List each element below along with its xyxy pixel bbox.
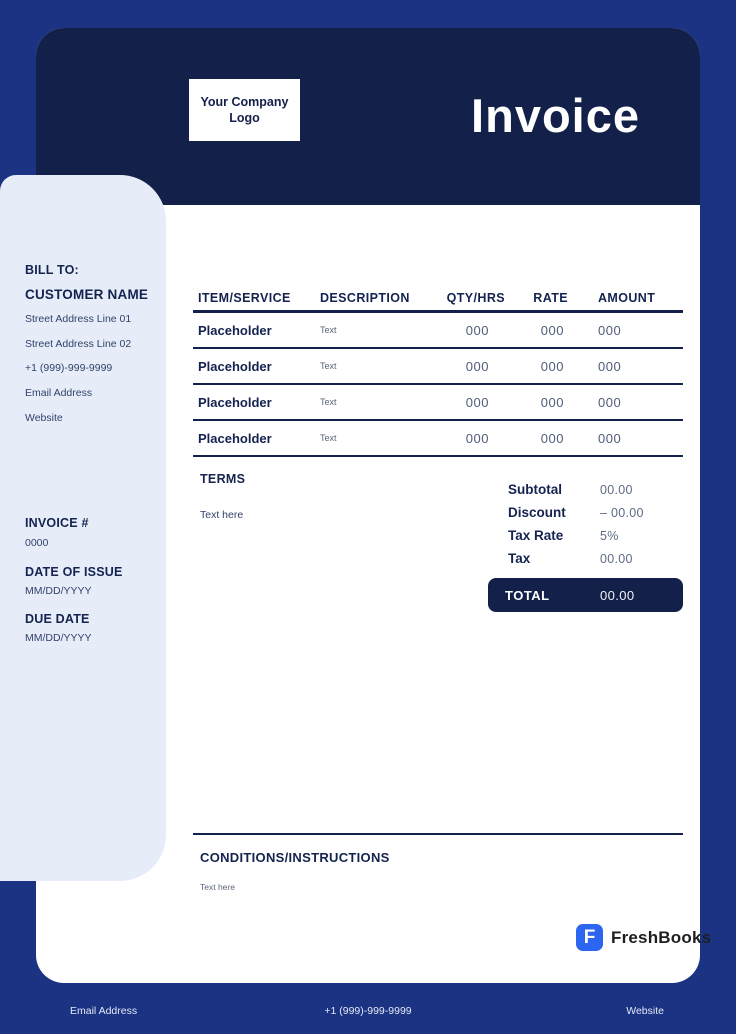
rate-cell: 000 bbox=[540, 358, 564, 374]
rate-cell: 000 bbox=[540, 394, 564, 410]
col-header-amount: AMOUNT bbox=[598, 291, 656, 305]
subtotal-label: Subtotal bbox=[508, 482, 562, 497]
company-logo-placeholder bbox=[189, 79, 300, 141]
tax-value: 00.00 bbox=[600, 551, 633, 566]
table-header-row bbox=[193, 286, 683, 313]
rate-cell: 000 bbox=[540, 430, 564, 446]
totals-block bbox=[508, 478, 686, 570]
amount-cell: 000 bbox=[598, 394, 622, 410]
company-logo-text: Your Company Logo bbox=[200, 94, 289, 125]
qty-cell: 000 bbox=[465, 394, 489, 410]
tax-row bbox=[508, 547, 686, 570]
due-date-value: MM/DD/YYYY bbox=[25, 632, 92, 644]
rate-cell: 000 bbox=[540, 322, 564, 338]
col-header-description: DESCRIPTION bbox=[320, 291, 410, 305]
total-value: 00.00 bbox=[600, 588, 635, 603]
date-of-issue-label: DATE OF ISSUE bbox=[25, 565, 123, 579]
freshbooks-icon: F bbox=[576, 924, 603, 951]
discount-row bbox=[508, 501, 686, 524]
footer-phone: +1 (999)-999-9999 bbox=[324, 1005, 412, 1017]
amount-cell: 000 bbox=[598, 430, 622, 446]
discount-value: – 00.00 bbox=[600, 505, 644, 520]
terms-text: Text here bbox=[200, 509, 244, 521]
table-row bbox=[193, 313, 683, 349]
invoice-number-value: 0000 bbox=[25, 537, 49, 549]
item-cell: Placeholder bbox=[198, 430, 272, 446]
conditions-divider bbox=[193, 833, 683, 835]
street-address-line-2: Street Address Line 02 bbox=[25, 338, 132, 350]
table-row bbox=[193, 385, 683, 421]
invoice-title: Invoice bbox=[471, 89, 640, 142]
col-header-qty-hrs: QTY/HRS bbox=[446, 291, 505, 305]
freshbooks-wordmark: FreshBooks bbox=[611, 927, 712, 947]
total-label: TOTAL bbox=[505, 588, 550, 603]
qty-cell: 000 bbox=[465, 430, 489, 446]
col-header-rate: RATE bbox=[533, 291, 568, 305]
discount-label: Discount bbox=[508, 505, 566, 520]
description-cell: Text bbox=[320, 433, 337, 443]
billing-sidebar bbox=[0, 175, 166, 881]
conditions-label: CONDITIONS/INSTRUCTIONS bbox=[200, 850, 390, 865]
date-of-issue-value: MM/DD/YYYY bbox=[25, 585, 92, 597]
freshbooks-logo bbox=[576, 924, 711, 951]
tax-rate-value: 5% bbox=[600, 528, 619, 543]
amount-cell: 000 bbox=[598, 322, 622, 338]
conditions-text: Text here bbox=[200, 882, 235, 892]
tax-rate-row bbox=[508, 524, 686, 547]
terms-label: TERMS bbox=[200, 472, 246, 486]
item-cell: Placeholder bbox=[198, 358, 272, 374]
table-row bbox=[193, 421, 683, 457]
street-address-line-1: Street Address Line 01 bbox=[25, 313, 132, 325]
item-cell: Placeholder bbox=[198, 322, 272, 338]
email-address: Email Address bbox=[25, 387, 93, 399]
amount-cell: 000 bbox=[598, 358, 622, 374]
total-bar bbox=[488, 578, 683, 612]
qty-cell: 000 bbox=[465, 322, 489, 338]
due-date-label: DUE DATE bbox=[25, 612, 90, 626]
footer-website: Website bbox=[626, 1005, 664, 1017]
qty-cell: 000 bbox=[465, 358, 489, 374]
subtotal-value: 00.00 bbox=[600, 482, 633, 497]
tax-rate-label: Tax Rate bbox=[508, 528, 564, 543]
website: Website bbox=[25, 412, 63, 424]
description-cell: Text bbox=[320, 361, 337, 371]
phone-number: +1 (999)-999-9999 bbox=[25, 362, 113, 374]
tax-label: Tax bbox=[508, 551, 531, 566]
invoice-number-label: INVOICE # bbox=[25, 516, 89, 530]
subtotal-row bbox=[508, 478, 686, 501]
item-cell: Placeholder bbox=[198, 394, 272, 410]
footer-email: Email Address bbox=[70, 1005, 138, 1017]
description-cell: Text bbox=[320, 397, 337, 407]
table-row bbox=[193, 349, 683, 385]
page-footer bbox=[0, 1000, 736, 1034]
description-cell: Text bbox=[320, 325, 337, 335]
customer-name: CUSTOMER NAME bbox=[25, 287, 149, 302]
col-header-item-service: ITEM/SERVICE bbox=[198, 291, 291, 305]
bill-to-label: BILL TO: bbox=[25, 263, 79, 277]
line-items-table bbox=[193, 286, 683, 457]
